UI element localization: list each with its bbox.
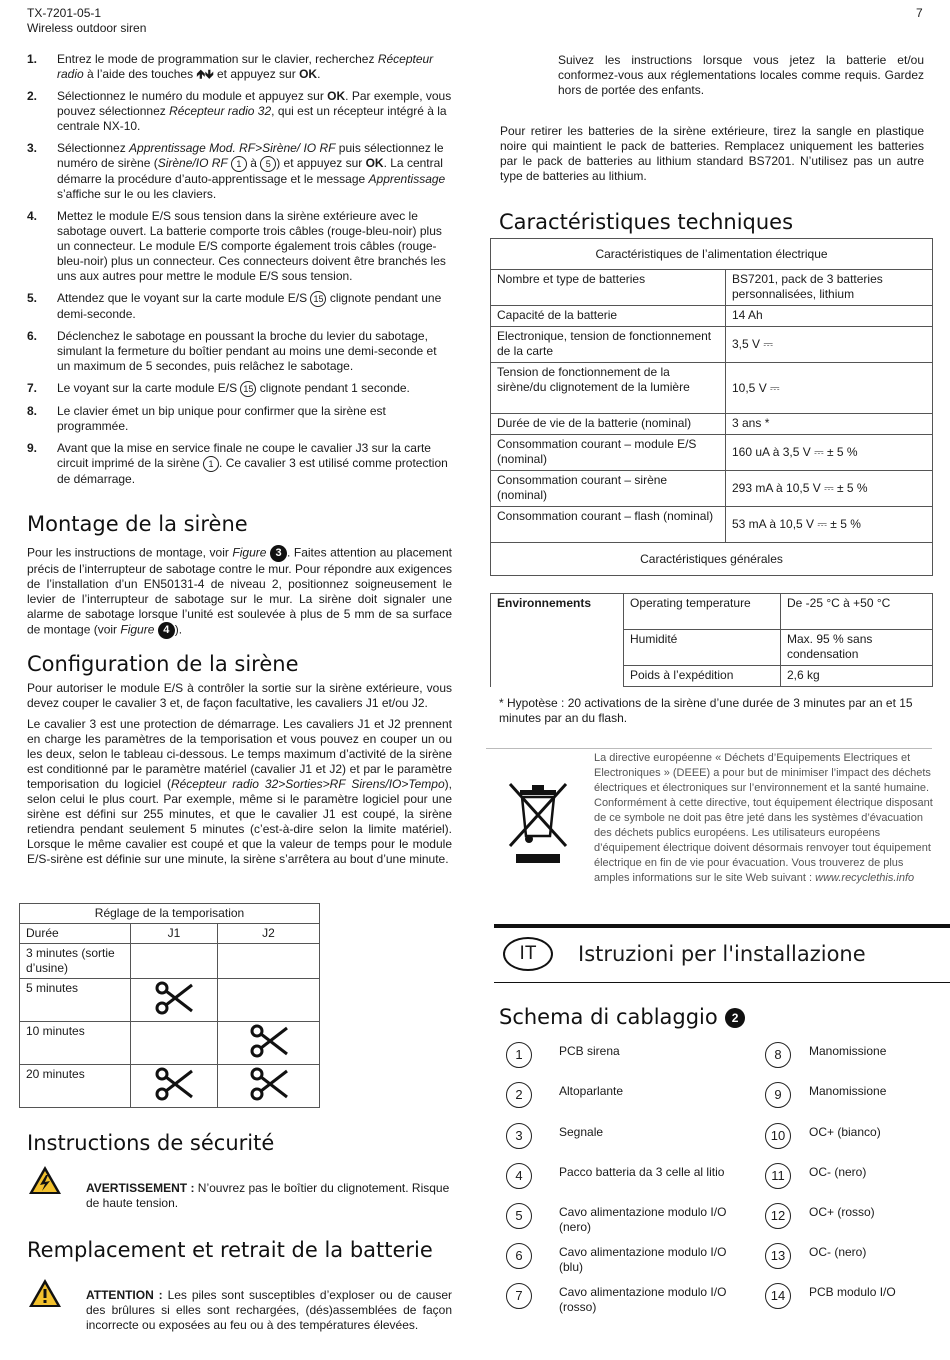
weee-bin-icon: [506, 778, 570, 868]
caution-text: ATTENTION : Les piles sont susceptibles d’exploser ou de causer des brûlures si elles sont rechargées, (dés)assemblées de façon incorrecte ou exposées au feu ou à des températures élevées.: [86, 1288, 452, 1332]
high-voltage-warning-icon: [28, 1165, 62, 1195]
figure-badge: 2: [725, 1008, 745, 1028]
legend-label: Manomissione: [809, 1084, 887, 1098]
table-row: Poids à l’expédition 2,6 kg: [491, 666, 933, 687]
legend-number-badge: 12: [765, 1203, 791, 1229]
legend-number-badge: 11: [765, 1163, 791, 1189]
legend-number-badge: 13: [765, 1243, 791, 1269]
page-number: 7: [916, 6, 923, 20]
callout-badge: 1: [203, 456, 219, 472]
legend-label: OC- (nero): [809, 1245, 867, 1259]
figure-badge: 4: [158, 622, 175, 639]
weee-divider: [486, 748, 932, 749]
weee-link[interactable]: www.recyclethis.info: [815, 872, 915, 884]
doc-code: TX-7201-05-1: [27, 6, 102, 20]
language-badge: IT: [503, 937, 553, 971]
legend-number-badge: 6: [506, 1243, 532, 1269]
table-row: Consommation courant – sirène (nominal) 293 mA à 10,5 V ⎓ ± 5 %: [491, 471, 933, 507]
legend-number-badge: 14: [765, 1283, 791, 1309]
step-4: 4. Mettez le module E/S sous tension dans la sirène extérieure avec le sabotage ouvert. La batterie comporte trois câbles (rouge-bleu-noir) plus un connecteur. Le module E/S comporte également trois câbles (rouge-bleu-noir) plus un connecteur. Ces connecteurs doivent être branchés les uns aux autres pour mettre le module E/S sous tension.: [27, 209, 446, 283]
step-2: 2. Sélectionnez le numéro du module et appuyez sur OK. Par exemple, vous pouvez sélectionnez Récepteur radio 32, qui est un récepteur intégré à la centrale NX-10.: [27, 89, 452, 133]
table-row: Consommation courant – module E/S (nominal) 160 uA à 3,5 V ⎓ ± 5 %: [491, 435, 933, 471]
table-row: 10 minutes: [20, 1022, 320, 1065]
legend-number-badge: 7: [506, 1283, 532, 1309]
step-6: 6. Déclenchez le sabotage en poussant la broche du levier du sabotage, simulant la fermeture du boîtier pendant au moins une demi-seconde et un maximum de 5 secondes, puis relâchez le sabotage.: [27, 329, 437, 373]
warning-text: AVERTISSEMENT : N’ouvrez pas le boîtier du clignotement. Risque de haute tension.: [86, 1181, 450, 1210]
legend-number-badge: 5: [506, 1203, 532, 1229]
legend-number-badge: 3: [506, 1123, 532, 1149]
timing-table: [19, 903, 320, 1108]
step-3: 3. Sélectionnez Apprentissage Mod. RF>Sirène/ IO RF puis sélectionnez le numéro de sirène (Sirène/IO RF 1 à 5 ) et appuyez sur OK. La central démarre la procédure d’auto-apprentissage et le message Apprentissage s’affiche sur le ou les claviers.: [27, 141, 446, 201]
montage-section: [27, 511, 452, 639]
config-section: [27, 651, 452, 867]
doc-subtitle: Wireless outdoor siren: [27, 21, 147, 35]
table-row: 3 minutes (sortie d’usine): [20, 944, 320, 979]
section-title: Caractéristiques techniques: [499, 210, 794, 234]
power-specs-table: [490, 238, 933, 576]
legend-number-badge: 10: [765, 1123, 791, 1149]
table-row: Tension de fonctionnement de la sirène/du clignotement de la lumière 10,5 V ⎓: [491, 363, 933, 414]
scissors-cut-icon: [249, 1024, 289, 1058]
config-text-1: Pour autoriser le module E/S à contrôler la sortie sur la sirène extérieure, vous devez couper le cavalier 3 et, de façon facultative, les cavaliers J1 et/ou J2.: [27, 681, 452, 710]
table-title: Caractéristiques générales: [491, 543, 933, 576]
section-title: Instructions de sécurité: [27, 1131, 275, 1155]
table-row: Nombre et type de batteries BS7201, pack de 3 batteries personnalisées, lithium: [491, 270, 933, 306]
table-header: Durée: [20, 924, 131, 944]
caution-warning-icon: [28, 1278, 62, 1308]
legend-label: Cavo alimentazione modulo I/O (rosso): [559, 1285, 727, 1314]
table-row: Environnements Operating temperature De -25 °C à +50 °C: [491, 594, 933, 630]
arrow-up-down-icon: 🡹🡻: [196, 67, 214, 81]
step-8: 8. Le clavier émet un bip unique pour confirmer que la sirène est programmée.: [27, 404, 386, 433]
step-9: 9. Avant que la mise en service finale ne coupe le cavalier J3 sur la carte circuit imprimé de la sirène 1 . Ce cavalier 3 est utilisé comme protection de démarrage.: [27, 441, 448, 486]
callout-badge: 15: [240, 381, 256, 397]
legend-label: Manomissione: [809, 1044, 887, 1058]
legend-label: PCB modulo I/O: [809, 1285, 896, 1299]
legend-label: OC+ (bianco): [809, 1125, 881, 1139]
legend-label: Segnale: [559, 1125, 604, 1139]
table-title: Réglage de la temporisation: [20, 904, 320, 924]
step-1: 1. Entrez le mode de programmation sur le clavier, recherchez Récepteur radio à l’aide des touches 🡹🡻 et appuyez sur OK.: [27, 52, 434, 81]
section-title: Schema di cablaggio: [499, 1005, 718, 1029]
legend-label: OC- (nero): [809, 1165, 867, 1179]
legend-number-badge: 4: [506, 1163, 532, 1189]
section-title: Remplacement et retrait de la batterie: [27, 1238, 433, 1262]
legend-label: Altoparlante: [559, 1084, 624, 1098]
callout-badge: 1: [231, 156, 247, 172]
battery-section: [27, 1237, 457, 1263]
legend-label: Cavo alimentazione modulo I/O (nero): [559, 1205, 727, 1234]
table-header: J2: [218, 924, 320, 944]
section-title: Configuration de la sirène: [27, 652, 299, 676]
table-header: J1: [131, 924, 218, 944]
table-row: Humidité Max. 95 % sans condensation: [491, 630, 933, 666]
general-specs-table: [490, 593, 933, 687]
callout-badge: 15: [310, 291, 326, 307]
scissors-cut-icon: [249, 1067, 289, 1101]
specs-section: [499, 209, 929, 235]
figure-badge: 3: [270, 545, 287, 562]
doc-header: [27, 6, 146, 36]
table-row: 20 minutes: [20, 1065, 320, 1108]
legend-label: Pacco batteria da 3 celle al litio: [559, 1165, 725, 1179]
legend-number-badge: 1: [506, 1042, 532, 1068]
callout-badge: 5: [260, 156, 276, 172]
legend-number-badge: 2: [506, 1082, 532, 1108]
legend-label: PCB sirena: [559, 1044, 620, 1058]
battery-removal-text: Pour retirer les batteries de la sirène extérieure, tirez la sangle en plastique noire qui maintient le pack de batteries. Remplacez uniquement les batteries par le pack de batteries au lithium standard BS7201. N’utilisez pas un autre type de batteries au lithium.: [500, 124, 924, 183]
italian-title: Istruzioni per l'installazione: [578, 942, 866, 966]
section-title: Montage de la sirène: [27, 512, 248, 536]
it-top-rule: [494, 924, 950, 928]
step-5: 5. Attendez que le voyant sur la carte module E/S 15 clignote pendant une demi-seconde.: [27, 291, 442, 321]
legend-label: OC+ (rosso): [809, 1205, 875, 1219]
specs-footnote: * Hypotèse : 20 activations de la sirène d’une durée de 3 minutes par an et 15 minutes par an du flash.: [499, 696, 913, 725]
scissors-cut-icon: [154, 1067, 194, 1101]
safety-section: [27, 1130, 457, 1156]
config-text-2: Le cavalier 3 est une protection de démarrage. Les cavaliers J1 et J2 prennent en charge les paramètres de la temporisation et vous pouvez en couper un ou les deux, selon le tableau ci-dessous. Le temps maximum d’activité de la sirène est conditionné par le paramètre matériel (cavalier J1 et J2) et par le paramètre temporisation du logiciel (Récepteur radio 32>Sorties>RF Sirens/IO>Tempo), selon celui le plus court. Par exemple, même si le paramètre logiciel pour une sirène est défini sur 255 minutes, et que le cavalier J1 est coupé, la sirène retiendra pendant seulement 5 minutes (c’est-à-dire selon la limite matériel). Lorsque le même cavalier est coupé et que la valeur de temps pour le module E/S-sirène est définie sur une minute, la sirène s’arrêtera au bout d’une minute.: [27, 717, 452, 866]
table-row: Electronique, tension de fonctionnement de la carte 3,5 V ⎓: [491, 327, 933, 363]
table-row: Capacité de la batterie 14 Ah: [491, 306, 933, 327]
step-7: 7. Le voyant sur la carte module E/S 15 clignote pendant 1 seconde.: [27, 381, 410, 396]
battery-disposal-text: Suivez les instructions lorsque vous jetez la batterie et/ou conformez-vous aux réglementations locales comme requis. Gardez hors de portée des enfants.: [558, 53, 924, 97]
weee-text: La directive européenne « Déchets d’Equipements Electriques et Electroniques » (DEEE) a pour but de minimiser l’impact des déchets électriques et électroniques sur l’environnement et la santé humaine. Conformément à cette directive, tout équipement électrique disposant de ce symbole ne doit pas être jeté dans les systèmes d’évacuation des déchets publics européens. Les utilisateurs européens d’équipement électrique doivent désormais renvoyer tout équipement électrique en fin de vie pour évacuation. Vous trouverez de plus amples informations sur le site Web suivant : www.recyclethis.info: [594, 752, 933, 884]
table-title: Caractéristiques de l’alimentation électrique: [491, 239, 933, 270]
it-bottom-rule: [494, 982, 950, 983]
legend-number-badge: 9: [765, 1082, 791, 1108]
legend-label: Cavo alimentazione modulo I/O (blu): [559, 1245, 727, 1274]
table-row: Consommation courant – flash (nominal) 53 mA à 10,5 V ⎓ ± 5 %: [491, 507, 933, 543]
programming-steps: [27, 52, 452, 494]
scissors-cut-icon: [154, 981, 194, 1015]
wiring-heading: [499, 1004, 745, 1030]
montage-text: Pour les instructions de montage, voir Figure 3 . Faites attention au placement précis de l’interrupteur de sabotage contre le mur. Pour répondre aux exigences de l’installation d’un EN50131-4 de niveau 2, positionnez soigneusement le levier de l’interrupteur de sabotage sur le mur. La sirène doit signaler une alarme de sabotage lorsque l’unité est soulevée à plus de 5 mm de sa surface de montage (voir Figure 4 ).: [27, 545, 452, 639]
table-row: 5 minutes: [20, 979, 320, 1022]
table-row: Durée de vie de la batterie (nominal) 3 ans *: [491, 414, 933, 435]
legend-number-badge: 8: [765, 1042, 791, 1068]
